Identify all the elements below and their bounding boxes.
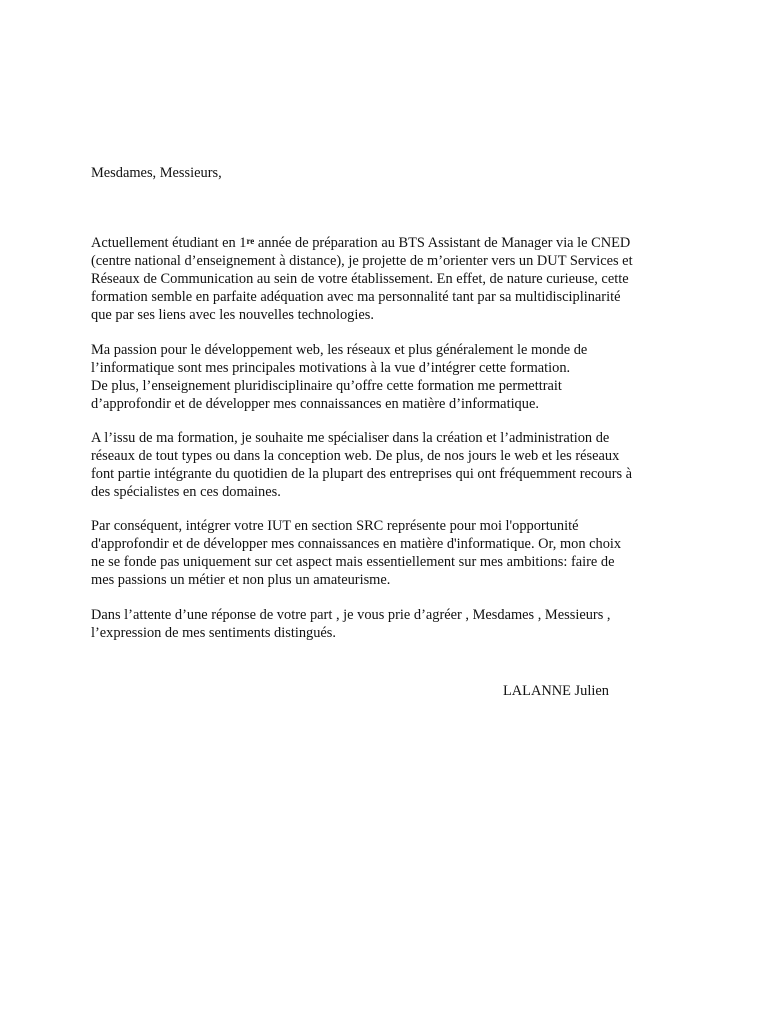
paragraph-1-line-5: que par ses liens avec les nouvelles technologies. bbox=[91, 307, 374, 323]
paragraph-5-line-2: l’expression de mes sentiments distingués. bbox=[91, 625, 337, 641]
paragraph-5 bbox=[91, 606, 691, 642]
paragraph-3-line-4: des spécialistes en ces domaines. bbox=[91, 484, 281, 500]
paragraph-2-line-3: De plus, l’enseignement pluridisciplinaire qu’offre cette formation me permettrait bbox=[91, 378, 562, 394]
paragraph-1-line-1-end: année de préparation au BTS Assistant de Manager via le CNED bbox=[254, 235, 631, 251]
paragraph-1 bbox=[91, 234, 691, 324]
signature: LALANNE Julien bbox=[503, 683, 609, 699]
paragraph-3-line-1: A l’issu de ma formation, je souhaite me spécialiser dans la création et l’administration de bbox=[91, 430, 610, 446]
paragraph-2-line-2: l’informatique sont mes principales motivations à la vue d’intégrer cette formation. bbox=[91, 360, 571, 376]
ordinal-superscript: re bbox=[246, 236, 255, 246]
paragraph-4 bbox=[91, 517, 691, 589]
paragraph-4-line-3: ne se fonde pas uniquement sur cet aspect mais essentiellement sur mes ambitions: faire de bbox=[91, 554, 615, 570]
paragraph-1-line-1 bbox=[91, 234, 691, 252]
paragraph-3-line-2: réseaux de tout types ou dans la conception web. De plus, de nos jours le web et les réseaux bbox=[91, 448, 620, 464]
paragraph-2-line-1: Ma passion pour le développement web, les réseaux et plus généralement le monde de bbox=[91, 342, 588, 358]
greeting: Mesdames, Messieurs, bbox=[91, 165, 222, 181]
paragraph-3 bbox=[91, 429, 691, 501]
paragraph-1-line-1-start: Actuellement étudiant en 1 bbox=[91, 235, 247, 251]
paragraph-1-line-3: Réseaux de Communication au sein de votre établissement. En effet, de nature curieuse, cette bbox=[91, 271, 629, 287]
paragraph-1-line-2: (centre national d’enseignement à distance), je projette de m’orienter vers un DUT Services et bbox=[91, 253, 633, 269]
paragraph-2-line-4: d’approfondir et de développer mes connaissances en matière d’informatique. bbox=[91, 396, 539, 412]
paragraph-4-line-1: Par conséquent, intégrer votre IUT en section SRC représente pour moi l'opportunité bbox=[91, 518, 579, 534]
paragraph-4-line-4: mes passions un métier et non plus un amateurisme. bbox=[91, 572, 391, 588]
paragraph-1-line-4: formation semble en parfaite adéquation avec ma personnalité tant par sa multidisciplinarité bbox=[91, 289, 621, 305]
paragraph-3-line-3: font partie intégrante du quotidien de la plupart des entreprises qui ont fréquemment recours à bbox=[91, 466, 633, 482]
paragraph-4-line-2: d'approfondir et de développer mes connaissances en matière d'informatique. Or, mon choix bbox=[91, 536, 622, 552]
paragraph-2 bbox=[91, 341, 691, 413]
paragraph-5-line-1: Dans l’attente d’une réponse de votre part , je vous prie d’agréer , Mesdames , Messieurs , bbox=[91, 607, 611, 623]
